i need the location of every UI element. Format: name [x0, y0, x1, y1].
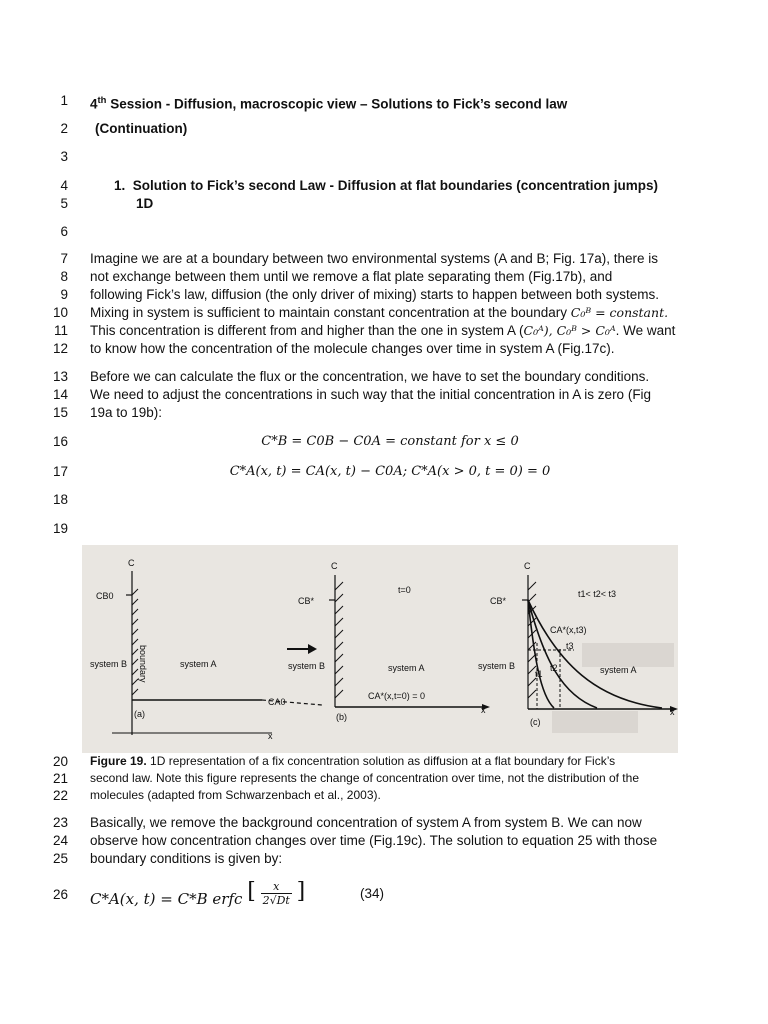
system-b-label: system B: [288, 661, 326, 671]
line-number: 6: [60, 224, 68, 239]
inline-math: C₀ᴬ), C₀ᴮ > C₀ᴬ: [523, 323, 616, 338]
line-number: 12: [52, 341, 68, 356]
body-text: observe how concentration changes over time (Fig.19c). The solution to equation 25 with those: [90, 833, 658, 848]
axis-label-c: C: [524, 561, 531, 571]
line-number: 4: [60, 178, 68, 193]
body-text: to know how the concentration of the molecule changes over time in system A (Fig.17c).: [90, 341, 615, 356]
line-number: 9: [60, 287, 68, 302]
ca0-label: CA0: [268, 697, 286, 707]
figure-caption: Figure 19. 1D representation of a fix concentration solution as diffusion at a flat boundary for Fick’s: [90, 754, 616, 768]
line-number: 8: [60, 269, 68, 284]
line-number: 26: [52, 887, 68, 902]
body-text: This concentration is different from and higher than the one in system A (C₀ᴬ), C₀ᴮ > C₀ᴬ. We want: [90, 323, 676, 338]
line-number: 25: [52, 851, 68, 866]
cb0-label: CB0: [96, 591, 114, 601]
ca-initial-label: CA*(x,t=0) = 0: [368, 691, 426, 701]
line-number: 3: [60, 149, 68, 164]
panel-c-label: (c): [530, 717, 541, 727]
line-number: 13: [52, 369, 68, 384]
equation-34: C*A(x, t) = C*B erfc [ $\frac{x}{2√Dt}$ ]: [90, 879, 306, 908]
line-number: 11: [53, 323, 68, 338]
line-number: 19: [52, 521, 68, 536]
body-text: Imagine we are at a boundary between two environmental systems (A and B; Fig. 17a), there is: [90, 251, 659, 266]
system-a-label: system A: [180, 659, 217, 669]
line-number: 7: [60, 251, 68, 266]
system-b-label: system B: [90, 659, 128, 669]
line-number: 17: [52, 464, 68, 479]
line-number: 15: [52, 405, 68, 420]
boundary-label: boundary: [138, 645, 148, 683]
line-number: 1: [60, 93, 68, 108]
time-order-label: t1< t2< t3: [578, 589, 617, 599]
redaction-box: [552, 711, 638, 733]
session-title: 4th Session - Diffusion, macroscopic view – Solutions to Fick’s second law: [90, 95, 568, 112]
system-a-label: system A: [388, 663, 425, 673]
line-number: 14: [52, 387, 68, 402]
line-number: 24: [52, 833, 68, 848]
line-number: 20: [52, 754, 68, 769]
line-number: 22: [52, 788, 68, 803]
system-a-label: system A: [600, 665, 637, 675]
redaction-box: [582, 643, 674, 667]
body-text: We need to adjust the concentrations in such way that the initial concentration in A is zero (Fig: [90, 387, 652, 402]
line-number: 10: [52, 305, 68, 320]
equation-number: (34): [360, 886, 385, 901]
line-number: 2: [60, 121, 68, 136]
body-text: Basically, we remove the background concentration of system A from system B. We can now: [90, 815, 642, 830]
equation-16: C*B = C0B − C0A = constant for x ≤ 0: [261, 434, 519, 449]
t0-label: t=0: [398, 585, 411, 595]
body-text: Mixing in system is sufficient to maintain constant concentration at the boundary C₀ᴮ = constant.: [90, 305, 669, 320]
figure-19: [82, 545, 678, 753]
body-text: boundary conditions is given by:: [90, 851, 283, 866]
body-text: following Fick’s law, diffusion (the only driver of mixing) starts to happen between both systems.: [90, 287, 660, 302]
line-number: 23: [52, 815, 68, 830]
system-b-label: system B: [478, 661, 516, 671]
axis-label-c: C: [128, 558, 135, 568]
section-heading: 1. Solution to Fick’s second Law - Diffusion at flat boundaries (concentration jumps): [114, 178, 659, 193]
line-number: 5: [60, 196, 68, 211]
axis-label-c: C: [331, 561, 338, 571]
body-text: 19a to 19b):: [90, 405, 163, 420]
cb-star-label: CB*: [298, 596, 315, 606]
axis-label-x: x: [670, 707, 675, 717]
body-text: not exchange between them until we remove a flat plate separating them (Fig.17b), and: [90, 269, 613, 284]
body-text: Before we can calculate the flux or the concentration, we have to set the boundary conditions.: [90, 369, 650, 384]
panel-b-label: (b): [336, 712, 347, 722]
axis-label-x: x: [481, 705, 486, 715]
t1-label: t1: [535, 669, 543, 679]
line-number: 21: [52, 771, 68, 786]
figure-caption: second law. Note this figure represents the change of concentration over time, not the distribution of the: [90, 771, 639, 785]
figure-caption: molecules (adapted from Schwarzenbach et al., 2003).: [90, 788, 381, 802]
panel-a-label: (a): [134, 709, 145, 719]
session-continuation: (Continuation): [95, 121, 188, 136]
equation-17: C*A(x, t) = CA(x, t) − C0A; C*A(x > 0, t = 0) = 0: [229, 464, 551, 479]
line-number: 16: [52, 434, 68, 449]
inline-math: C₀ᴮ = constant.: [570, 305, 669, 320]
fraction-numerator: x: [261, 880, 292, 894]
t2-label: t2: [550, 663, 558, 673]
axis-label-x: x: [268, 731, 273, 741]
fraction-denominator: 2√Dt: [262, 894, 290, 907]
line-number: 18: [52, 492, 68, 507]
t3-label: t3: [566, 641, 574, 651]
cb-star-label: CB*: [490, 596, 507, 606]
section-heading-cont: 1D: [136, 196, 154, 211]
ca-t3-label: CA*(x,t3): [550, 625, 587, 635]
